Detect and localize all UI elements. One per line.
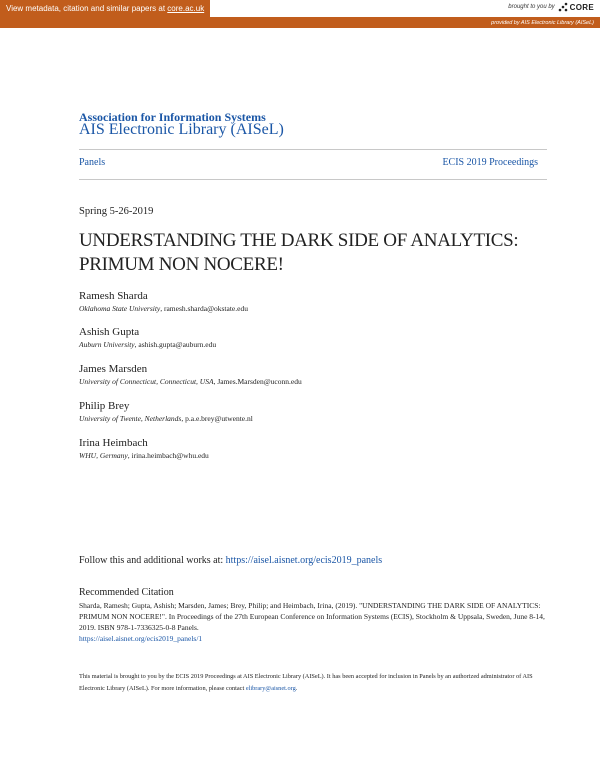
follow-text: Follow this and additional works at: (79, 555, 226, 566)
author-affiliation (79, 413, 253, 425)
author-institution: University of Connecticut, Connecticut, USA (79, 377, 214, 386)
core-view-text[interactable] (6, 4, 204, 13)
core-logo[interactable] (558, 2, 594, 12)
author-affiliation (79, 376, 302, 388)
author-email: , p.a.e.brey@utwente.nl (181, 414, 253, 423)
recommended-citation-heading: Recommended Citation (79, 587, 174, 598)
author-email: , ramesh.sharda@okstate.edu (160, 304, 248, 313)
core-logo-icon (558, 2, 568, 12)
author-affiliation (79, 303, 248, 315)
author-institution: WHU, Germany (79, 451, 128, 460)
core-view-label: View metadata, citation and similar papers at (6, 4, 166, 13)
follow-line (79, 555, 382, 566)
header-divider-top (79, 149, 547, 150)
author-email: , James.Marsden@uconn.edu (213, 377, 302, 386)
citation-link[interactable]: https://aisel.aisnet.org/ecis2019_panels/1 (79, 634, 203, 643)
brought-to-you[interactable] (508, 2, 594, 12)
association-name[interactable]: Association for Information Systems (79, 110, 266, 124)
publication-date: Spring 5-26-2019 (79, 206, 154, 217)
contact-email-link[interactable]: elibrary@aisnet.org (245, 685, 296, 692)
footer-note (79, 671, 549, 695)
author-entry (79, 362, 302, 388)
header-divider-bottom (79, 179, 547, 180)
nav-proceedings-link[interactable]: ECIS 2019 Proceedings (442, 157, 538, 168)
core-logo-text: CORE (569, 2, 594, 12)
author-entry (79, 436, 209, 462)
author-institution: University of Twente, Netherlands (79, 414, 182, 423)
nav-panels-link[interactable]: Panels (79, 157, 106, 168)
author-affiliation (79, 339, 216, 351)
author-name: Philip Brey (79, 400, 130, 412)
author-email: , ashish.gupta@auburn.edu (134, 340, 217, 349)
author-name: James Marsden (79, 363, 148, 375)
brought-text: brought to you by (508, 4, 555, 10)
author-entry (79, 399, 253, 425)
author-email: , irina.heimbach@whu.edu (127, 451, 209, 460)
footer-text: This material is brought to you by the ECIS 2019 Proceedings at AIS Electronic Library (AISeL). It has been accepted for inclusion in Panels by an authorized administrator of AIS Electronic Library (AISeL). For more information, please contact (79, 673, 533, 692)
author-name: Ramesh Sharda (79, 290, 148, 302)
author-institution: Auburn University (79, 340, 135, 349)
author-institution: Oklahoma State University (79, 304, 161, 313)
core-link[interactable]: core.ac.uk (167, 4, 205, 13)
footer-end: . (295, 685, 298, 692)
author-entry (79, 325, 216, 351)
author-entry (79, 289, 248, 315)
author-affiliation (79, 450, 209, 462)
citation-text: Sharda, Ramesh; Gupta, Ashish; Marsden, James; Brey, Philip; and Heimbach, Irina, (2019). "UNDERSTANDING THE DARK SIDE OF ANALYTICS: PRIMUM NON NOCERE!". In Proceedings of the 27th European Conference on Information Systems (ECIS), Stockholm & Uppsala, Sweden, June 8-14, 2019. ISBN 978-1-7336325-0-8 Panels. (79, 601, 545, 632)
core-banner (0, 0, 600, 28)
paper-title: UNDERSTANDING THE DARK SIDE OF ANALYTICS: PRIMUM NON NOCERE! (79, 230, 519, 275)
provided-by-text: provided by AIS Electronic Library (AISeL) (491, 19, 594, 26)
provided-by-strip (0, 17, 600, 28)
citation-block (79, 600, 549, 644)
follow-link[interactable]: https://aisel.aisnet.org/ecis2019_panels (225, 555, 383, 566)
library-name[interactable]: AIS Electronic Library (AISeL) (79, 121, 284, 138)
author-name: Ashish Gupta (79, 326, 140, 338)
author-name: Irina Heimbach (79, 437, 148, 449)
core-view-link-box[interactable] (0, 0, 210, 17)
